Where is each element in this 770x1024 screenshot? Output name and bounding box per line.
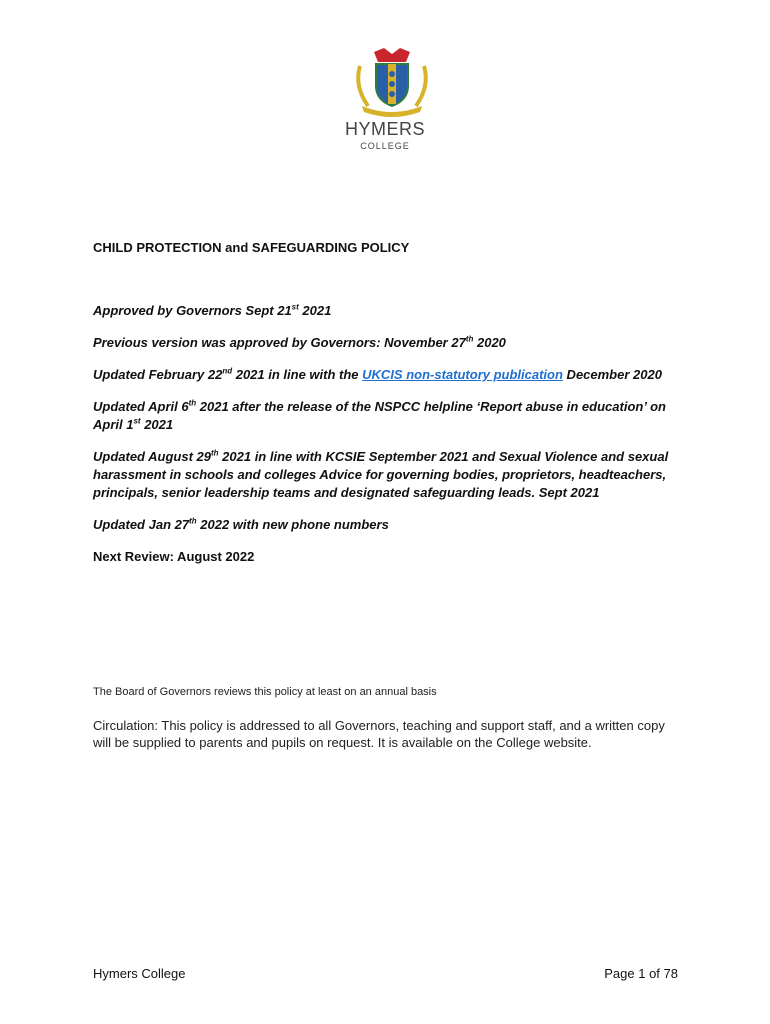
- circulation-text: Circulation: This policy is addressed to all Governors, teaching and support staff, and a written copy will be supplied to parents and pupils on request. It is available on the College website.: [93, 718, 665, 750]
- update-jan-note: Updated Jan 27th 2022 with new phone numbers: [93, 516, 389, 532]
- previous-version-note: Previous version was approved by Governors: November 27th 2020: [93, 334, 506, 350]
- update-april-note: Updated April 6th 2021 after the release of the NSPCC helpline ‘Report abuse in education’ on April 1st 2021: [93, 398, 666, 432]
- update-august-note: Updated August 29th 2021 in line with KCSIE September 2021 and Sexual Violence and sexual harassment in schools and colleges Advice for governing bodies, proprietors, headteachers, principals, senior leadership teams and designated safeguarding leads. Sept 2021: [93, 448, 669, 500]
- ukcis-link[interactable]: UKCIS non-statutory publication: [362, 367, 563, 382]
- board-review-text: The Board of Governors reviews this policy at least on an annual basis: [93, 686, 437, 698]
- college-crest-logo: [350, 46, 434, 118]
- approved-note: Approved by Governors Sept 21st 2021: [93, 302, 332, 318]
- footer-page-number: Page 1 of 78: [604, 966, 678, 981]
- brand-sub: COLLEGE: [360, 141, 410, 151]
- brand-wordmark: [330, 118, 440, 152]
- footer-college-name: Hymers College: [93, 966, 186, 981]
- next-review-note: Next Review: August 2022: [93, 549, 255, 564]
- policy-title: CHILD PROTECTION and SAFEGUARDING POLICY: [93, 240, 410, 255]
- brand-name: HYMERS: [344, 119, 425, 139]
- update-feb-note: Updated February 22nd 2021 in line with the UKCIS non-statutory publication December 2020: [93, 366, 662, 382]
- policy-notes: [93, 302, 683, 580]
